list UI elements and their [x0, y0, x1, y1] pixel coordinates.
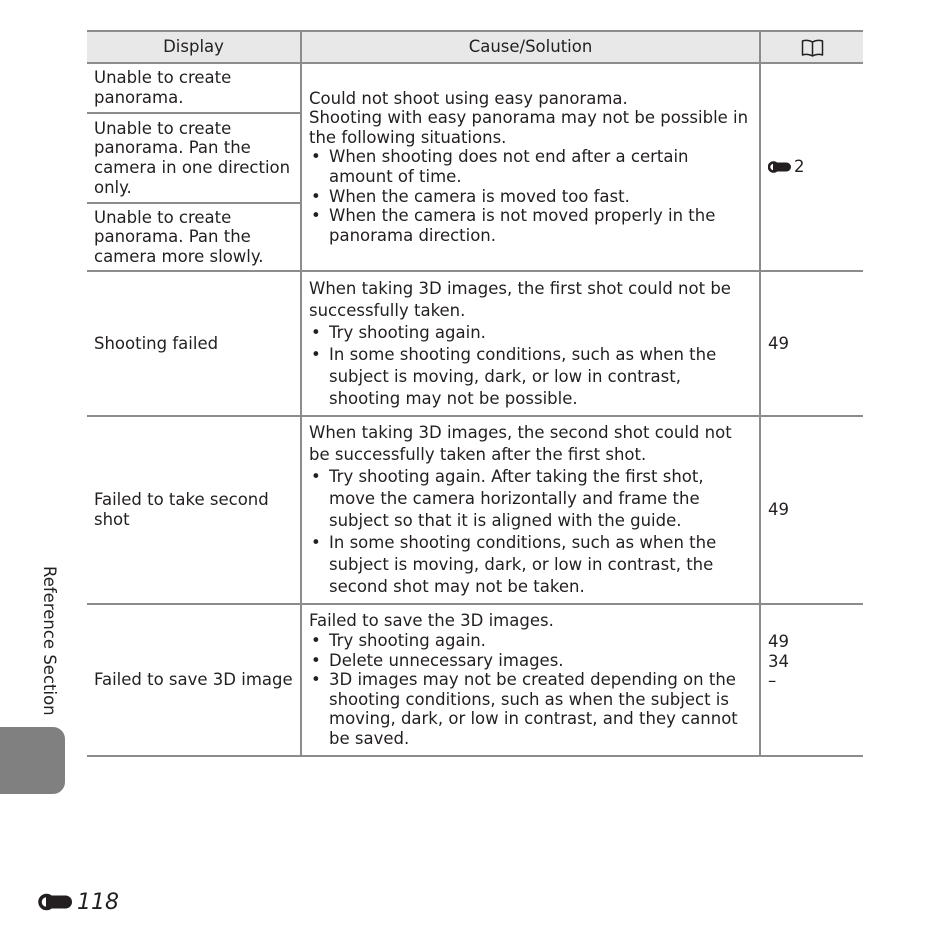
cause-text: Failed to save the 3D images. [309, 611, 554, 631]
list-item: • Delete unnecessary images. [309, 651, 752, 671]
reference-cell: 49 [760, 416, 863, 604]
reference-page: 49 [768, 632, 789, 651]
reference-page: 2 [794, 156, 805, 176]
book-icon [801, 39, 824, 57]
binocular-icon [768, 161, 792, 173]
list-item: • In some shooting conditions, such as when the subject is moving, dark, or low in contrast, the second shot may not be taken. [309, 532, 752, 598]
binocular-icon [38, 893, 74, 911]
display-cell: Shooting failed [87, 271, 301, 416]
list-item: • 3D images may not be created depending on the shooting conditions, such as when the subject is moving, dark, or low in contrast, and they cannot be saved. [309, 670, 752, 748]
cause-cell [301, 416, 760, 604]
cause-cell [301, 271, 760, 416]
reference-page: 34 [768, 651, 789, 671]
cause-text: Shooting with easy panorama may not be possible in the following situations. [309, 108, 749, 147]
display-cell: Unable to create panorama. Pan the camera more slowly. [87, 203, 301, 271]
section-tab [0, 727, 65, 794]
display-cell: Unable to create panorama. Pan the camera in one direction only. [87, 113, 301, 203]
table-row [87, 416, 863, 604]
bullet-list [309, 466, 752, 598]
bullet-list [309, 147, 752, 245]
list-item: • Try shooting again. After taking the first shot, move the camera horizontally and frame the subject so that it is aligned with the guide. [309, 466, 752, 532]
list-item: • Try shooting again. [309, 631, 752, 651]
page-number [38, 887, 119, 917]
bullet-list [309, 322, 752, 410]
list-item: • When the camera is not moved properly in the panorama direction. [309, 206, 752, 245]
header-reference [760, 31, 863, 63]
cause-cell [301, 63, 760, 271]
reference-page: – [768, 671, 777, 691]
bullet-list [309, 631, 752, 749]
cause-text: Could not shoot using easy panorama. [309, 88, 628, 108]
reference-cell [760, 63, 863, 271]
cause-cell [301, 604, 760, 756]
cause-text: When taking 3D images, the first shot could not be successfully taken. [309, 278, 731, 320]
list-item: • When the camera is moved too fast. [309, 187, 752, 207]
display-cell: Failed to save 3D image [87, 604, 301, 756]
troubleshooting-table [87, 30, 863, 757]
table-row [87, 604, 863, 756]
list-item: • Try shooting again. [309, 322, 752, 344]
reference-cell [760, 604, 863, 756]
section-side-label: Reference Section [40, 566, 59, 716]
header-row [87, 31, 863, 63]
table-row [87, 63, 863, 113]
reference-cell: 49 [760, 271, 863, 416]
list-item: • In some shooting conditions, such as when the subject is moving, dark, or low in contrast, shooting may not be possible. [309, 344, 752, 410]
display-cell: Unable to create panorama. [87, 63, 301, 113]
list-item: • When shooting does not end after a certain amount of time. [309, 147, 752, 186]
display-cell: Failed to take second shot [87, 416, 301, 604]
table-row [87, 271, 863, 416]
page-number-value: 118 [77, 889, 119, 915]
cause-text: When taking 3D images, the second shot could not be successfully taken after the first shot. [309, 423, 732, 464]
header-cause-solution: Cause/Solution [301, 31, 760, 63]
header-display: Display [87, 31, 301, 63]
